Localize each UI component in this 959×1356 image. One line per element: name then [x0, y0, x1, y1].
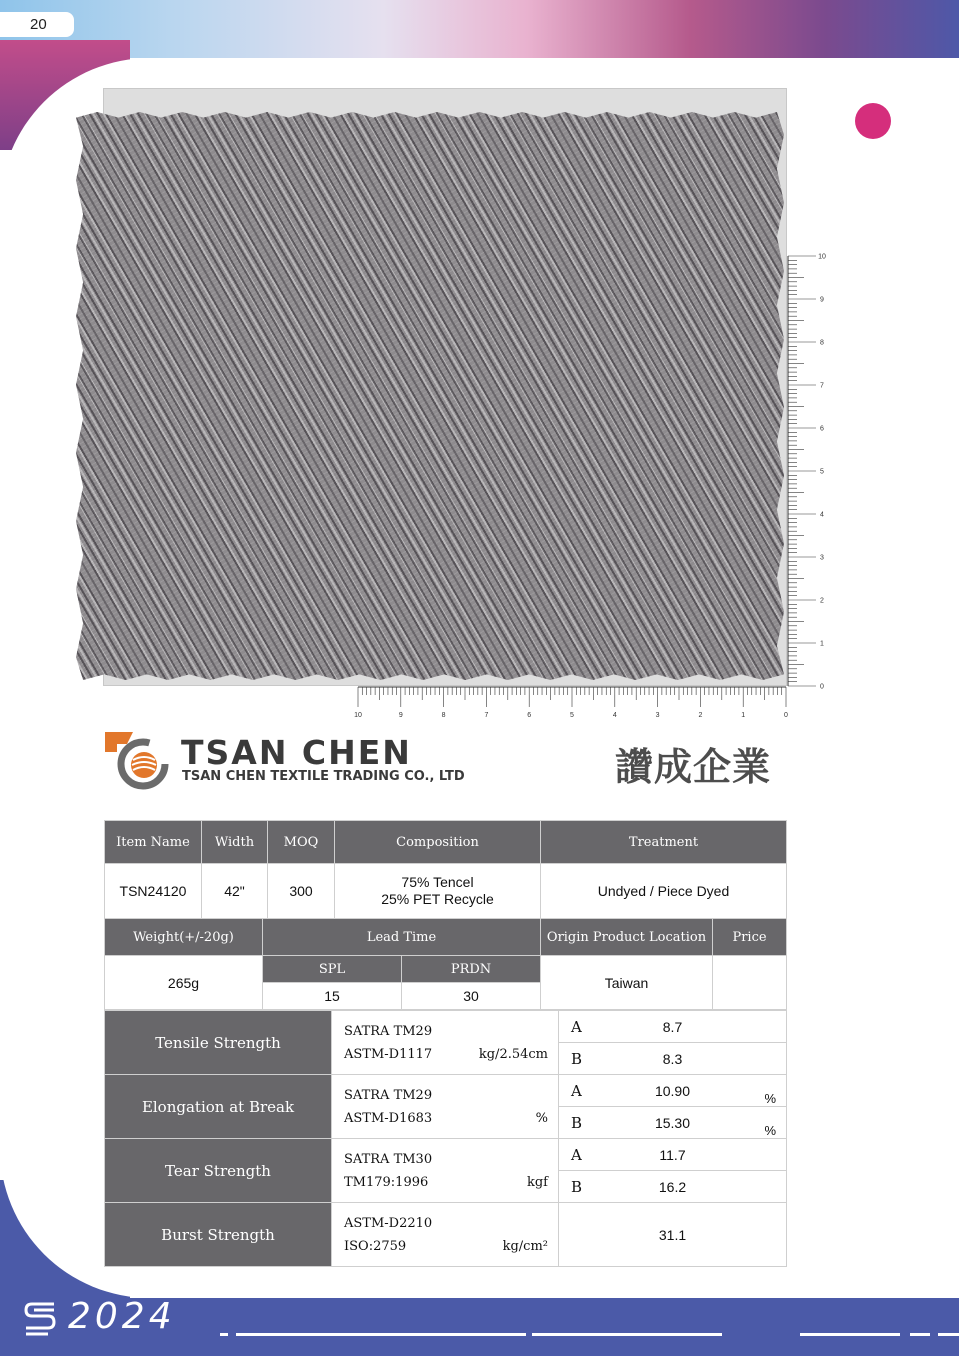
header-spl: SPL [263, 956, 402, 983]
brand-subtitle: TSAN CHEN TEXTILE TRADING CO., LTD [182, 769, 465, 784]
sample-b-label: B [559, 1107, 597, 1139]
spl-value: 15 [263, 983, 402, 1010]
sample-a-unit [749, 1011, 787, 1043]
footer-divider [800, 1333, 900, 1336]
method-line: ASTM-D1683 [344, 1110, 433, 1126]
method-line: ISO:2759 [344, 1238, 407, 1254]
origin-value: Taiwan [541, 956, 713, 1010]
ruler-label: 8 [441, 712, 446, 719]
composition-line-2: 25% PET Recycle [381, 891, 494, 907]
footer-divider [220, 1333, 228, 1336]
test-label-tensile: Tensile Strength [105, 1011, 332, 1075]
price-value [713, 956, 787, 1010]
composition-value [335, 864, 541, 919]
sample-b-unit [749, 1043, 787, 1075]
method-line: SATRA TM30 [344, 1151, 433, 1167]
ruler-label: 8 [820, 339, 824, 347]
ruler-label: 1 [820, 640, 824, 648]
footer-divider [938, 1333, 959, 1336]
sample-b-label: B [559, 1043, 597, 1075]
sample-a-unit [749, 1139, 787, 1171]
sample-b-value: 15.30 [597, 1107, 749, 1139]
ruler-label: 2 [820, 597, 824, 605]
ruler-label: 3 [820, 554, 824, 562]
method-line: ASTM-D2210 [344, 1215, 433, 1231]
method-line: ASTM-D1117 [344, 1046, 433, 1062]
method-line: SATRA TM29 [344, 1087, 433, 1103]
weight-value: 265g [105, 956, 263, 1010]
header-gradient-band [0, 0, 959, 58]
footer-divider [910, 1333, 930, 1336]
test-methods-tensile [332, 1011, 559, 1075]
ruler-label: 4 [820, 511, 824, 519]
spec-table-secondary [104, 918, 787, 1010]
method-line: SATRA TM29 [344, 1023, 433, 1039]
footer-s-icon [22, 1300, 58, 1340]
burst-value: 31.1 [559, 1203, 787, 1267]
spec-table-main [104, 820, 787, 919]
treatment-value: Undyed / Piece Dyed [541, 864, 787, 919]
test-methods-burst [332, 1203, 559, 1267]
sample-b-unit [749, 1171, 787, 1203]
ruler-label: 10 [354, 712, 362, 719]
ruler-label: 6 [820, 425, 824, 433]
ruler-label: 5 [570, 712, 574, 719]
page-number: 20 [0, 12, 74, 37]
sample-a-value: 8.7 [597, 1011, 749, 1043]
test-results-table [104, 1010, 787, 1267]
item-name-value: TSN24120 [105, 864, 202, 919]
bottom-ruler [352, 686, 792, 720]
ruler-label: 6 [527, 712, 532, 719]
header-moq: MOQ [268, 821, 335, 864]
sample-a-value: 11.7 [597, 1139, 749, 1171]
prdn-value: 30 [402, 983, 541, 1010]
ruler-label: 4 [612, 712, 617, 719]
sample-b-label: B [559, 1171, 597, 1203]
test-unit: kg/cm² [502, 1239, 548, 1254]
company-logo [103, 730, 169, 790]
brand-name: TSAN CHEN [181, 733, 412, 772]
ruler-label: 1 [741, 712, 746, 719]
test-methods-tear [332, 1139, 559, 1203]
ruler-label: 3 [655, 712, 660, 719]
header-price: Price [713, 919, 787, 956]
header-prdn: PRDN [402, 956, 541, 983]
header-treatment: Treatment [541, 821, 787, 864]
moq-value: 300 [268, 864, 335, 919]
ruler-label: 7 [484, 712, 489, 719]
ruler-label: 0 [820, 683, 824, 691]
sample-a-label: A [559, 1075, 597, 1107]
test-label-tear: Tear Strength [105, 1139, 332, 1203]
header-lead-time: Lead Time [263, 919, 541, 956]
footer-year: 2024 [68, 1296, 176, 1337]
sample-b-value: 16.2 [597, 1171, 749, 1203]
sample-b-value: 8.3 [597, 1043, 749, 1075]
test-unit: kgf [526, 1175, 548, 1190]
sample-a-unit: % [749, 1075, 787, 1107]
sample-a-value: 10.90 [597, 1075, 749, 1107]
test-methods-elongation [332, 1075, 559, 1139]
ruler-label: 10 [818, 253, 826, 261]
test-unit: kg/2.54cm [478, 1047, 548, 1062]
header-width: Width [202, 821, 268, 864]
test-label-burst: Burst Strength [105, 1203, 332, 1267]
sample-a-label: A [559, 1011, 597, 1043]
ruler-label: 0 [784, 712, 788, 719]
header-composition: Composition [335, 821, 541, 864]
sample-b-unit: % [749, 1107, 787, 1139]
ruler-label: 2 [698, 712, 703, 719]
test-unit: % [535, 1111, 548, 1126]
width-value: 42" [202, 864, 268, 919]
method-line: TM179:1996 [344, 1174, 429, 1190]
composition-line-1: 75% Tencel [401, 874, 474, 890]
ruler-label: 9 [820, 296, 824, 304]
test-label-elongation: Elongation at Break [105, 1075, 332, 1139]
pink-dot-decoration [855, 103, 891, 139]
header-weight: Weight(+/-20g) [105, 919, 263, 956]
fabric-swatch-image [76, 112, 784, 680]
footer-divider [532, 1333, 722, 1336]
ruler-label: 9 [398, 712, 403, 719]
footer-divider [236, 1333, 526, 1336]
right-ruler [786, 250, 828, 692]
header-item-name: Item Name [105, 821, 202, 864]
ruler-label: 5 [820, 468, 824, 476]
header-origin: Origin Product Location [541, 919, 713, 956]
sample-a-label: A [559, 1139, 597, 1171]
ruler-label: 7 [820, 382, 824, 390]
brand-chinese-name: 讚成企業 [615, 747, 772, 789]
